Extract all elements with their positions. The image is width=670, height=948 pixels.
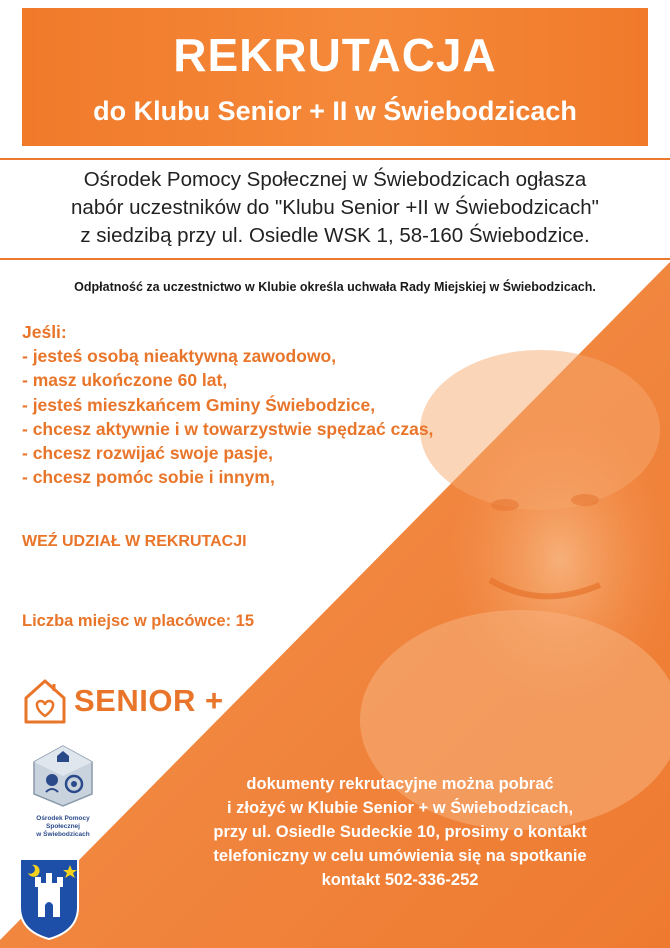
senior-plus-label: SENIOR + — [74, 683, 224, 718]
list-item: - jesteś mieszkańcem Gminy Świebodzice, — [22, 394, 376, 415]
senior-plus-logo — [22, 676, 224, 726]
header-banner — [22, 8, 648, 146]
ops-caption-line: w Świebodzicach — [36, 831, 90, 838]
ops-caption — [22, 815, 104, 839]
house-heart-icon — [22, 676, 68, 726]
list-item: - masz ukończone 60 lat, — [22, 370, 228, 391]
ops-emblem-icon — [22, 744, 104, 808]
documents-line: kontakt 502-336-252 — [321, 871, 479, 889]
page-subtitle: do Klubu Senior + II w Świebodzicach — [93, 96, 577, 126]
intro-line: z siedzibą przy ul. Osiedle WSK 1, 58-160 Świebodzice. — [80, 224, 590, 247]
intro-line: Ośrodek Pomocy Społecznej w Świebodzicach ogłasza — [83, 168, 587, 191]
places-count: Liczba miejsc w placówce: 15 — [22, 612, 255, 630]
page-title: REKRUTACJA — [173, 29, 497, 81]
documents-line: dokumenty rekrutacyjne można pobrać — [246, 775, 554, 793]
list-item: - jesteś osobą nieaktywną zawodowo, — [22, 346, 337, 367]
divider-top — [0, 158, 670, 160]
documents-line: telefoniczny w celu umówienia się na spotkanie — [213, 847, 587, 865]
conditions-heading: Jeśli: — [22, 322, 67, 342]
conditions-list — [22, 320, 433, 489]
intro-text — [20, 166, 650, 250]
list-item: - chcesz aktywnie i w towarzystwie spędzać czas, — [22, 418, 434, 439]
call-to-action: WEŹ UDZIAŁ W REKRUTACJI — [22, 533, 247, 550]
fee-note: Odpłatność za uczestnictwo w Klubie określa uchwała Rady Miejskiej w Świebodzicach. — [74, 280, 596, 294]
documents-line: przy ul. Osiedle Sudeckie 10, prosimy o kontakt — [213, 823, 587, 841]
documents-info — [160, 772, 640, 892]
list-item: - chcesz rozwijać swoje pasje, — [22, 443, 273, 464]
coat-of-arms-icon — [18, 855, 80, 941]
intro-line: nabór uczestników do "Klubu Senior +II w Świebodzicach" — [71, 196, 599, 219]
list-item: - chcesz pomóc sobie i innym, — [22, 467, 275, 488]
ops-caption-line: Ośrodek Pomocy Społecznej — [36, 815, 90, 830]
documents-line: i złożyć w Klubie Senior + w Świebodzicach, — [226, 799, 574, 817]
divider-bottom — [0, 258, 670, 260]
ops-logo — [22, 744, 104, 839]
